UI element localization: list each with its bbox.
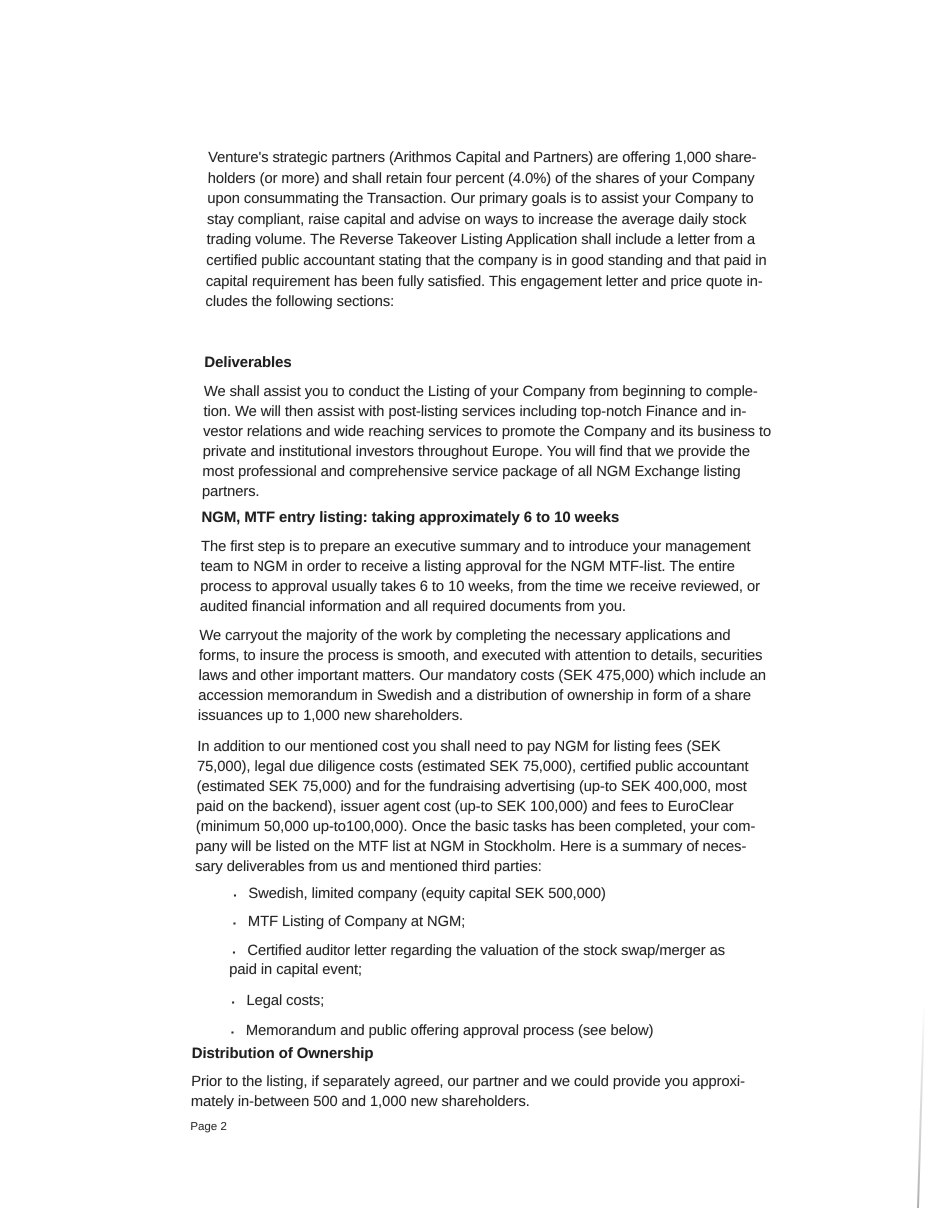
scan-artifact-line <box>917 1003 925 1208</box>
intro-paragraph: Venture's strategic partners (Arithmos Capital and Partners) are offering 1,000 share- holders (or more) and shall retain four percent (4.0%) of the shares of your Company upon consummating the Transaction. Our primary goals is to assist your Company to stay compliant, raise capital and advise on ways to increase the average daily stock trading volume. The Reverse Takeover Listing Application shall include a letter from a certified public accountant stating that the company is in good standing and that paid in capital requirement has been fully satisfied. This engagement letter and price quote in- cludes the following sections: <box>205 150 767 311</box>
list-item-text: Legal costs; <box>246 993 325 1009</box>
list-item <box>231 991 324 1013</box>
first-step-paragraph: The first step is to prepare an executive summary and to introduce your management team to NGM in order to receive a listing approval for the NGM MTF-list. The entire process to approval usually takes 6 to 10 weeks, from the time we receive reviewed, or audited financial information and all required documents from you. <box>199 539 761 615</box>
additional-costs-paragraph: In addition to our mentioned cost you shall need to pay NGM for listing fees (SEK 75,000), legal due diligence costs (estimated SEK 75,000), certified public accountant (estimated SEK 75,000) and for the fundraising advertising (up-to SEK 400,000, most paid on the backend), issuer agent cost (up-to SEK 100,000) and fees to EuroClear (minimum 50,000 up-to100,000). Once the basic tasks has been completed, your com- pany will be listed on the MTF list at NGM in Stockholm. Here is a summary of neces- sary deliverables from us and mentioned third parties: <box>194 739 756 875</box>
list-item <box>233 912 466 934</box>
bullet-icon: ▪ <box>230 1028 234 1037</box>
list-item-text: Swedish, limited company (equity capital SEK 500,000) <box>248 886 606 902</box>
bullet-icon: ▪ <box>231 998 235 1007</box>
distribution-of-ownership-heading: Distribution of Ownership <box>191 1045 374 1062</box>
bullet-icon: ▪ <box>232 919 236 928</box>
ngm-mtf-listing-heading: NGM, MTF entry listing: taking approximately 6 to 10 weeks <box>201 509 620 526</box>
list-item <box>233 884 606 906</box>
deliverables-paragraph: We shall assist you to conduct the Listing of your Company from beginning to comple- tion. We will then assist with post-listing services including top-notch Finance and in- vestor relations and wide reaching services to promote the Company and its business to private and institutional investors throughout Europe. You will find that we provide the most professional and comprehensive service package of all NGM Exchange listing partners. <box>201 384 772 500</box>
list-item-text: MTF Listing of Company at NGM; <box>247 914 466 930</box>
bullet-icon: ▪ <box>233 891 237 900</box>
carryout-paragraph: We carryout the majority of the work by completing the necessary applications and forms, to insure the process is smooth, and executed with attention to details, securities laws and other important matters. Our mandatory costs (SEK 475,000) which include an accession memorandum in Swedish and a distribution of ownership in form of a share issuances up to 1,000 new shareholders. <box>197 628 767 724</box>
list-item-text: Memorandum and public offering approval process (see below) <box>245 1023 654 1039</box>
bullet-icon: ▪ <box>232 948 236 957</box>
distribution-paragraph: Prior to the listing, if separately agreed, our partner and we could provide you approxi- mately in-between 500 and 1,000 new shareholders. <box>190 1074 746 1110</box>
list-item <box>231 1021 654 1043</box>
deliverables-heading: Deliverables <box>204 354 292 371</box>
list-item-continuation: paid in capital event; <box>229 962 363 978</box>
page-number-label: Page 2 <box>190 1121 227 1133</box>
list-item-text: Certified auditor letter regarding the valuation of the stock swap/merger as <box>247 943 726 959</box>
